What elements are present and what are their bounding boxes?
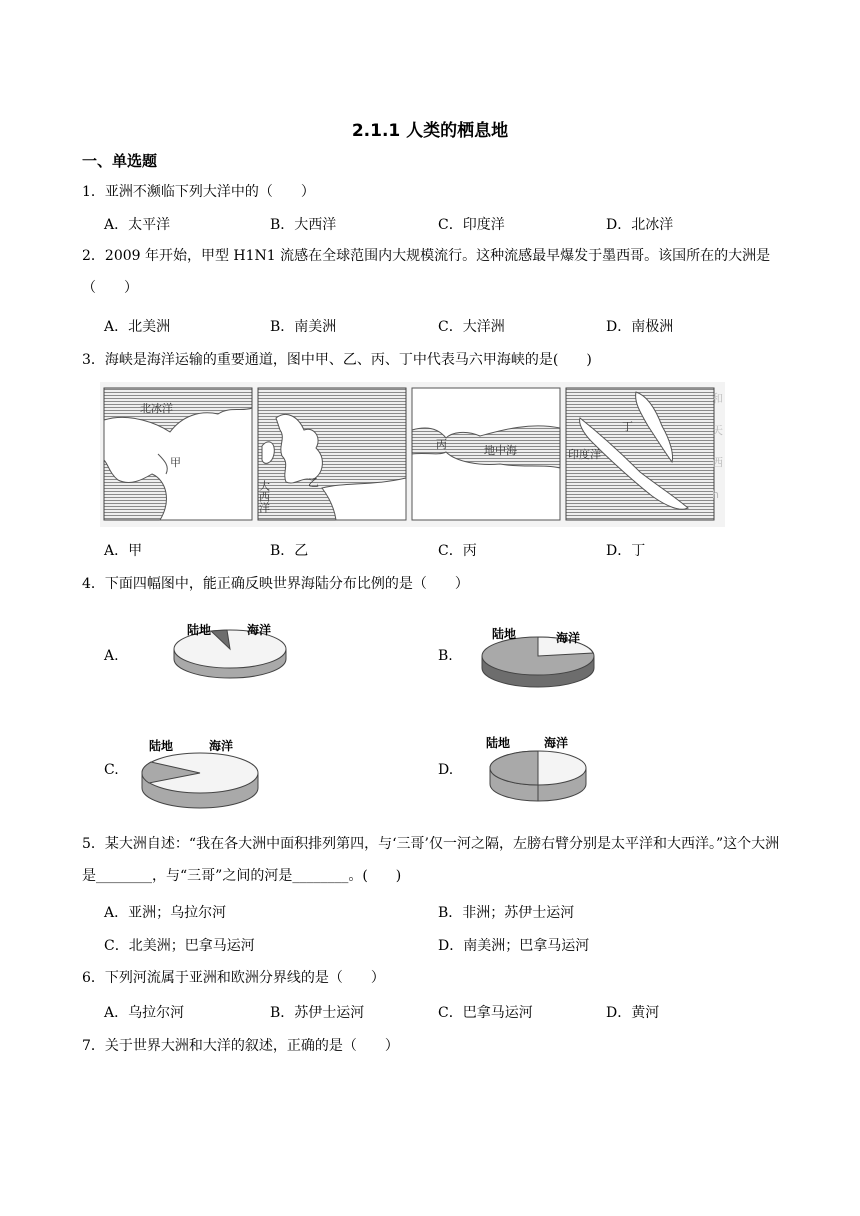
map-label-jia: 甲 [170,456,181,469]
q4d-land-label: 陆地 [486,736,511,750]
q5-option-b[interactable]: B．非洲；苏伊士运河 [438,905,575,921]
strait-maps-figure [100,382,725,527]
question-1-stem: 1．亚洲不濒临下列大洋中的（ ） [82,184,315,200]
map-label-atlantic: 大西洋 [257,480,271,513]
q6-option-a[interactable]: A．乌拉尔河 [104,1005,185,1021]
q4-pie-c [135,732,265,817]
map-label-indian-ocean: 印度洋 [568,448,601,461]
svg-text:和: 和 [712,392,723,405]
q3-option-b[interactable]: B．乙 [270,543,309,559]
q3-option-a[interactable]: A．甲 [104,543,143,559]
question-5-stem: 5．某大洲自述：“我在各大洲中面积排列第四，与‘三哥’仅一河之隔，左膀右臂分别是太平洋和大西洋。”这个大洲是________，与“三哥”之间的河是________。( ) [82,836,780,884]
q4a-ocean-label: 海洋 [247,623,272,637]
q4c-ocean-label: 海洋 [209,739,234,753]
q2-option-a[interactable]: A．北美洲 [104,319,171,335]
q3-option-d[interactable]: D．丁 [606,543,646,559]
q4-option-c[interactable]: C. [104,762,119,778]
q4-option-a[interactable]: A. [104,648,119,664]
q1-option-a[interactable]: A．太平洋 [104,217,171,233]
map-label-ding: 丁 [622,420,633,433]
q2-option-c[interactable]: C．大洋洲 [438,319,505,335]
q4-pie-d [484,732,594,807]
map-label-mediterranean: 地中海 [484,444,517,457]
q4d-ocean-label: 海洋 [544,736,569,750]
q4-option-d[interactable]: D. [438,762,454,778]
section-heading: 一、单选题 [82,152,158,170]
q4-option-b[interactable]: B. [438,648,453,664]
q6-option-c[interactable]: C．巴拿马运河 [438,1005,533,1021]
question-6-stem: 6．下列河流属于亚洲和欧洲分界线的是（ ） [82,970,385,986]
q4a-land-label: 陆地 [187,623,212,637]
q6-option-b[interactable]: B．苏伊士运河 [270,1005,365,1021]
svg-text:西: 西 [712,456,723,469]
q1-option-c[interactable]: C．印度洋 [438,217,505,233]
map-jia [104,388,252,520]
q1-option-d[interactable]: D．北冰洋 [606,217,674,233]
svg-text:h: h [712,488,719,501]
map-ding [566,388,714,520]
question-3-stem: 3．海峡是海洋运输的重要通道，图中甲、乙、丙、丁中代表马六甲海峡的是( ) [82,352,592,368]
q5-option-c[interactable]: C．北美洲；巴拿马运河 [104,938,255,954]
map-label-arctic: 北冰洋 [140,402,173,415]
q4-pie-b [476,612,606,697]
q4c-land-label: 陆地 [149,739,174,753]
q2-option-d[interactable]: D．南极洲 [606,319,674,335]
map-bing [412,388,560,520]
q1-option-b[interactable]: B．大西洋 [270,217,337,233]
q4b-land-label: 陆地 [492,627,517,641]
q2-option-b[interactable]: B．南美洲 [270,319,337,335]
map-label-bing: 丙 [436,438,447,451]
svg-text:天: 天 [712,424,723,437]
map-label-yi: 乙 [308,476,319,489]
q5-option-d[interactable]: D．南美洲；巴拿马运河 [438,938,590,954]
map-yi [258,388,407,520]
question-4-stem: 4．下面四幅图中，能正确反映世界海陆分布比例的是（ ） [82,576,469,592]
q3-option-c[interactable]: C．丙 [438,543,477,559]
q6-option-d[interactable]: D．黄河 [606,1005,660,1021]
q4-pie-a [165,612,295,692]
page-title: 2.1.1 人类的栖息地 [351,121,509,141]
question-7-stem: 7．关于世界大洲和大洋的叙述，正确的是（ ） [82,1038,399,1054]
question-2-stem: 2．2009 年开始，甲型 H1N1 流感在全球范围内大规模流行。这种流感最早爆发于墨西哥。该国所在的大洲是（ ） [82,248,771,296]
q5-option-a[interactable]: A．亚洲；乌拉尔河 [104,905,227,921]
q4b-ocean-label: 海洋 [556,631,581,645]
